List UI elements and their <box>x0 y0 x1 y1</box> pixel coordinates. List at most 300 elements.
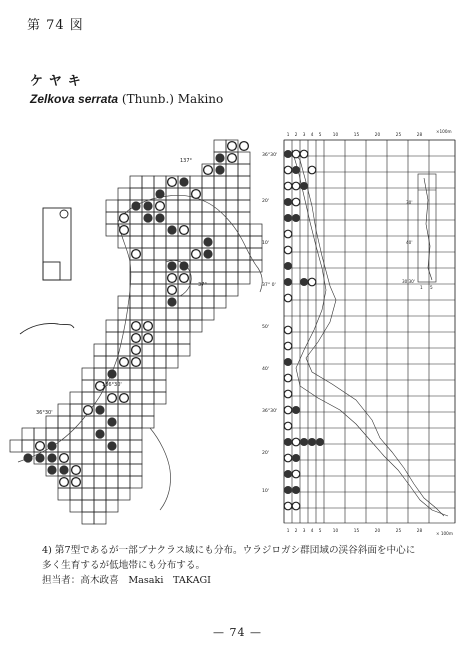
mesh-cell <box>226 176 238 188</box>
altitude-open-dot <box>300 150 308 158</box>
mesh-cell <box>142 272 154 284</box>
mesh-cell <box>82 512 94 524</box>
mesh-cell <box>166 332 178 344</box>
mesh-cell <box>94 476 106 488</box>
altitude-filled-dot <box>316 438 324 446</box>
mesh-cell <box>106 320 118 332</box>
mesh-cell <box>58 440 70 452</box>
mesh-cell <box>118 452 130 464</box>
occurrence-filled-dot <box>107 369 116 378</box>
latitude-label: 50' <box>262 325 270 330</box>
occurrence-open-dot <box>132 334 141 343</box>
mesh-cell <box>46 416 58 428</box>
mesh-cell <box>106 452 118 464</box>
occurrence-filled-dot <box>167 225 176 234</box>
altitude-open-dot <box>292 198 300 206</box>
occurrence-open-dot <box>72 478 81 487</box>
occurrence-filled-dot <box>143 201 152 210</box>
mesh-cell <box>142 308 154 320</box>
unit-bottom: × 100m <box>436 531 453 536</box>
mesh-cell <box>214 272 226 284</box>
latitude-label: 10' <box>262 489 270 494</box>
mesh-cell <box>238 248 250 260</box>
mesh-cell <box>214 248 226 260</box>
mesh-cell <box>214 284 226 296</box>
occurrence-open-dot <box>204 166 213 175</box>
altitude-filled-dot <box>284 262 292 270</box>
mesh-cell <box>166 248 178 260</box>
mesh-cell <box>214 224 226 236</box>
mesh-cell <box>130 284 142 296</box>
occurrence-open-dot <box>168 274 177 283</box>
mesh-cell <box>154 272 166 284</box>
x-tick-bottom: 1 <box>286 528 290 533</box>
altitude-open-dot <box>284 390 292 398</box>
occurrence-filled-dot <box>203 237 212 246</box>
inset-label-40: 40' <box>406 240 413 245</box>
mesh-cell <box>130 188 142 200</box>
lon-label-136-30: 136°30' <box>102 382 122 388</box>
mesh-cell <box>22 428 34 440</box>
occurrence-filled-dot <box>47 465 56 474</box>
x-tick-top: 4 <box>310 132 314 137</box>
mesh-cell <box>250 236 262 248</box>
altitude-filled-dot <box>284 486 292 494</box>
occurrence-open-dot <box>132 322 141 331</box>
mesh-grid-map <box>10 140 262 524</box>
altitude-filled-dot <box>308 438 316 446</box>
occurrence-filled-dot <box>59 465 68 474</box>
x-tick-top: 25 <box>395 132 402 137</box>
mesh-cell <box>178 344 190 356</box>
occurrence-filled-dot <box>155 189 164 198</box>
x-tick-bottom: 2 <box>294 528 298 533</box>
altitude-open-dot <box>284 342 292 350</box>
altitude-filled-dot <box>300 182 308 190</box>
mesh-cell <box>94 416 106 428</box>
altitude-inset-labels <box>402 200 433 290</box>
mesh-cell <box>82 452 94 464</box>
altitude-chart-ticks <box>287 132 423 533</box>
mesh-cell <box>154 356 166 368</box>
altitude-filled-dot <box>292 214 300 222</box>
mesh-cell <box>142 236 154 248</box>
occurrence-open-dot <box>60 454 69 463</box>
mesh-cell <box>94 488 106 500</box>
altitude-filled-dot <box>284 358 292 366</box>
mesh-cell <box>214 200 226 212</box>
mesh-cell <box>130 308 142 320</box>
mesh-cell <box>94 512 106 524</box>
occurrence-open-dot <box>228 154 237 163</box>
occurrence-filled-dot <box>167 261 176 270</box>
mesh-cell <box>106 428 118 440</box>
mesh-cell <box>154 176 166 188</box>
mesh-cell <box>82 476 94 488</box>
occurrence-open-dot <box>192 250 201 259</box>
occurrence-filled-dot <box>35 453 44 462</box>
mesh-cell <box>130 440 142 452</box>
occurrence-open-dot <box>144 334 153 343</box>
occurrence-open-dot <box>72 466 81 475</box>
altitude-filled-dot <box>284 150 292 158</box>
occurrence-open-dot <box>192 190 201 199</box>
mesh-cell <box>118 188 130 200</box>
mesh-cell <box>238 272 250 284</box>
mesh-cell <box>166 212 178 224</box>
mesh-cell <box>106 344 118 356</box>
occurrence-open-dot <box>144 322 153 331</box>
latitude-label: 20' <box>262 451 270 456</box>
mesh-cell <box>106 332 118 344</box>
mesh-cell <box>106 476 118 488</box>
mesh-cell <box>130 476 142 488</box>
mesh-cell <box>130 452 142 464</box>
mesh-cell <box>106 464 118 476</box>
mesh-cell <box>238 212 250 224</box>
species-japanese-name: ケヤキ <box>30 74 87 89</box>
mesh-cell <box>106 200 118 212</box>
mesh-cell <box>118 308 130 320</box>
location-inset <box>20 208 74 334</box>
mesh-cell <box>142 416 154 428</box>
occurrence-filled-dot <box>107 441 116 450</box>
mesh-cell <box>130 392 142 404</box>
mesh-cell <box>82 488 94 500</box>
mesh-cell <box>202 224 214 236</box>
unit-top: ×100m <box>436 129 452 134</box>
mesh-cell <box>106 488 118 500</box>
altitude-filled-dot <box>284 278 292 286</box>
mesh-cell <box>58 404 70 416</box>
mesh-cell <box>202 296 214 308</box>
mesh-cell <box>190 320 202 332</box>
mesh-cell <box>82 500 94 512</box>
altitude-open-dot <box>284 166 292 174</box>
mesh-cell <box>154 248 166 260</box>
mesh-cell <box>94 440 106 452</box>
occurrence-open-dot <box>60 478 69 487</box>
inset-label-30: 30' <box>406 200 413 205</box>
latitude-label: 36°30' <box>262 153 278 158</box>
mesh-cell <box>214 176 226 188</box>
mesh-cell <box>142 176 154 188</box>
caption <box>42 543 462 588</box>
mesh-cell <box>142 284 154 296</box>
mesh-cell <box>250 224 262 236</box>
altitude-open-dot <box>284 406 292 414</box>
mesh-cell <box>154 308 166 320</box>
occurrence-open-dot <box>36 442 45 451</box>
mesh-cell <box>190 200 202 212</box>
occurrence-filled-dot <box>47 453 56 462</box>
map-labels <box>36 158 207 416</box>
altitude-open-dot <box>292 150 300 158</box>
altitude-open-dot <box>284 454 292 462</box>
occurrence-filled-dot <box>215 153 224 162</box>
occurrence-open-dot <box>132 346 141 355</box>
altitude-filled-dot <box>292 166 300 174</box>
mesh-cell <box>250 260 262 272</box>
mesh-cell <box>226 248 238 260</box>
altitude-open-dot <box>284 246 292 254</box>
mesh-cell <box>130 212 142 224</box>
occurrence-filled-dot <box>155 213 164 222</box>
mesh-cell <box>178 248 190 260</box>
mesh-cell <box>166 188 178 200</box>
occurrence-filled-dot <box>179 261 188 270</box>
occurrence-open-dot <box>84 406 93 415</box>
altitude-open-dot <box>308 278 316 286</box>
mesh-cell <box>226 272 238 284</box>
x-tick-bottom: 15 <box>353 528 360 533</box>
mesh-cell <box>118 428 130 440</box>
altitude-filled-dot <box>284 438 292 446</box>
mesh-cell <box>70 440 82 452</box>
mesh-cell <box>214 296 226 308</box>
mesh-cell <box>214 188 226 200</box>
altitude-open-dot <box>284 502 292 510</box>
mesh-cell <box>130 368 142 380</box>
mesh-cell <box>226 188 238 200</box>
occurrence-open-dot <box>180 226 189 235</box>
altitude-open-dot <box>284 326 292 334</box>
occurrence-open-dot <box>168 286 177 295</box>
mesh-cell <box>70 428 82 440</box>
x-tick-top: 15 <box>353 132 360 137</box>
mesh-cell <box>238 164 250 176</box>
occurrence-open-dot <box>120 394 129 403</box>
mesh-cell <box>130 176 142 188</box>
occurrence-open-dot <box>132 358 141 367</box>
mesh-cell <box>178 200 190 212</box>
mesh-cell <box>166 356 178 368</box>
mesh-cell <box>118 488 130 500</box>
mesh-cell <box>34 428 46 440</box>
altitude-filled-dot <box>300 278 308 286</box>
mesh-cell <box>214 260 226 272</box>
occurrence-open-dot <box>108 394 117 403</box>
mesh-cell <box>238 188 250 200</box>
latitude-label: 37° 0' <box>262 283 276 288</box>
mesh-cell <box>118 440 130 452</box>
altitude-open-dot <box>292 182 300 190</box>
mesh-cell <box>142 380 154 392</box>
mesh-cell <box>142 248 154 260</box>
altitude-filled-dot <box>292 454 300 462</box>
mesh-cell <box>154 344 166 356</box>
latin-binomial: Zelkova serrata <box>30 92 119 106</box>
mesh-cell <box>70 392 82 404</box>
mesh-cell <box>142 368 154 380</box>
altitude-open-dot <box>284 230 292 238</box>
mesh-cell <box>106 404 118 416</box>
mesh-cell <box>82 380 94 392</box>
mesh-cell <box>238 152 250 164</box>
mesh-cell <box>46 428 58 440</box>
mesh-cell <box>202 200 214 212</box>
mesh-cell <box>130 260 142 272</box>
latitude-label: 36°30' <box>262 409 278 414</box>
x-tick-bottom: 10 <box>332 528 339 533</box>
mesh-cell <box>226 260 238 272</box>
mesh-cell <box>178 320 190 332</box>
occurrence-filled-dot <box>179 177 188 186</box>
mesh-cell <box>106 224 118 236</box>
latin-author: (Thunb.) Makino <box>121 92 224 106</box>
mesh-cell <box>118 368 130 380</box>
occurrence-open-dot <box>120 226 129 235</box>
mesh-cell <box>202 308 214 320</box>
mesh-cell <box>70 452 82 464</box>
mesh-cell <box>70 404 82 416</box>
mesh-cell <box>82 368 94 380</box>
mesh-cell <box>130 416 142 428</box>
altitude-profile-lines <box>292 150 448 516</box>
mesh-cell <box>226 200 238 212</box>
occurrence-filled-dot <box>167 297 176 306</box>
mesh-cell <box>178 212 190 224</box>
mesh-cell <box>214 236 226 248</box>
altitude-open-dot <box>292 438 300 446</box>
mesh-cell <box>178 296 190 308</box>
mesh-cell <box>82 440 94 452</box>
mesh-cell <box>238 260 250 272</box>
mesh-cell <box>130 428 142 440</box>
mesh-cell <box>70 488 82 500</box>
occurrence-open-dot <box>120 358 129 367</box>
mesh-cell <box>178 236 190 248</box>
mesh-cell <box>130 224 142 236</box>
mesh-cell <box>154 380 166 392</box>
mesh-cell <box>142 260 154 272</box>
occurrence-open-dot <box>156 202 165 211</box>
occurrence-filled-dot <box>23 453 32 462</box>
x-tick-bottom: 3 <box>302 528 306 533</box>
x-tick-top: 28 <box>416 132 423 137</box>
caption-line-1: 4) 第7型であるが一部ブナクラス域にも分布。ウラジロガシ群団域の渓谷斜面を中心に <box>42 545 416 556</box>
mesh-cell <box>238 176 250 188</box>
mesh-cell <box>166 344 178 356</box>
mesh-cell <box>154 320 166 332</box>
lon-label-137: 137° <box>180 158 193 164</box>
inset-label-5: 5 <box>430 285 433 290</box>
occurrence-filled-dot <box>107 417 116 426</box>
mesh-cell <box>82 428 94 440</box>
caption-line-2: 多く生育するが低地帯にも分布する。 <box>42 560 206 571</box>
mesh-cell <box>154 392 166 404</box>
mesh-cell <box>142 392 154 404</box>
mesh-cell <box>58 488 70 500</box>
mesh-cell <box>238 200 250 212</box>
occurrence-filled-dot <box>131 201 140 210</box>
latitude-label: 40' <box>262 367 270 372</box>
mesh-cell <box>238 236 250 248</box>
x-tick-top: 5 <box>318 132 322 137</box>
mesh-cell <box>94 344 106 356</box>
altitude-open-dot <box>284 422 292 430</box>
latitude-label: 10' <box>262 241 270 246</box>
latitude-label: 20' <box>262 199 270 204</box>
altitude-units <box>436 129 453 536</box>
mesh-cell <box>118 404 130 416</box>
mesh-cell <box>166 236 178 248</box>
occurrence-open-dot <box>132 250 141 259</box>
altitude-filled-dot <box>284 470 292 478</box>
mesh-cell <box>130 272 142 284</box>
mesh-cell <box>22 440 34 452</box>
altitude-chart-latitudes <box>262 152 277 494</box>
mesh-cell <box>238 224 250 236</box>
occurrence-open-dot <box>240 142 249 151</box>
mesh-cell <box>202 212 214 224</box>
x-tick-bottom: 4 <box>310 528 314 533</box>
mesh-cell <box>130 380 142 392</box>
x-tick-bottom: 25 <box>395 528 402 533</box>
altitude-open-dot <box>292 470 300 478</box>
x-tick-bottom: 28 <box>416 528 423 533</box>
mesh-cell <box>82 392 94 404</box>
mesh-cell <box>154 284 166 296</box>
altitude-filled-dot <box>292 486 300 494</box>
mesh-cell <box>190 236 202 248</box>
figure-number: 第 74 図 <box>27 18 84 33</box>
altitude-filled-dot <box>284 214 292 222</box>
altitude-open-dot <box>284 182 292 190</box>
inset-label-1: 1 <box>420 285 423 290</box>
altitude-inset-chart <box>418 174 436 282</box>
lat-label-36-30: 36°30' <box>36 410 53 416</box>
x-tick-bottom: 5 <box>318 528 322 533</box>
mesh-cell <box>166 200 178 212</box>
occurrence-filled-dot <box>47 441 56 450</box>
mesh-cell <box>94 500 106 512</box>
mesh-cell <box>70 500 82 512</box>
occurrence-filled-dot <box>95 405 104 414</box>
mesh-cell <box>154 332 166 344</box>
lat-label-37: 37° <box>198 282 207 288</box>
occurrence-filled-dot <box>215 165 224 174</box>
x-tick-bottom: 20 <box>374 528 381 533</box>
mesh-cell <box>214 140 226 152</box>
occurrence-open-dot <box>180 274 189 283</box>
x-tick-top: 20 <box>374 132 381 137</box>
altitude-filled-dot <box>292 406 300 414</box>
mesh-cell <box>214 212 226 224</box>
mesh-cell <box>130 236 142 248</box>
mesh-cell <box>226 284 238 296</box>
mesh-cell <box>154 368 166 380</box>
mesh-cell <box>118 332 130 344</box>
mesh-cell <box>178 332 190 344</box>
altitude-open-dot <box>284 294 292 302</box>
mesh-cell <box>82 464 94 476</box>
altitude-filled-dot <box>284 198 292 206</box>
mesh-cell <box>202 188 214 200</box>
mesh-cell <box>190 224 202 236</box>
mesh-cell <box>118 464 130 476</box>
mesh-cell <box>190 176 202 188</box>
mesh-cell <box>178 284 190 296</box>
mesh-cell <box>118 476 130 488</box>
mesh-cell <box>154 260 166 272</box>
x-tick-top: 1 <box>286 132 290 137</box>
mesh-cell <box>142 344 154 356</box>
mesh-cell <box>130 404 142 416</box>
mesh-cell <box>166 320 178 332</box>
occurrence-filled-dot <box>95 429 104 438</box>
mesh-cell <box>118 416 130 428</box>
